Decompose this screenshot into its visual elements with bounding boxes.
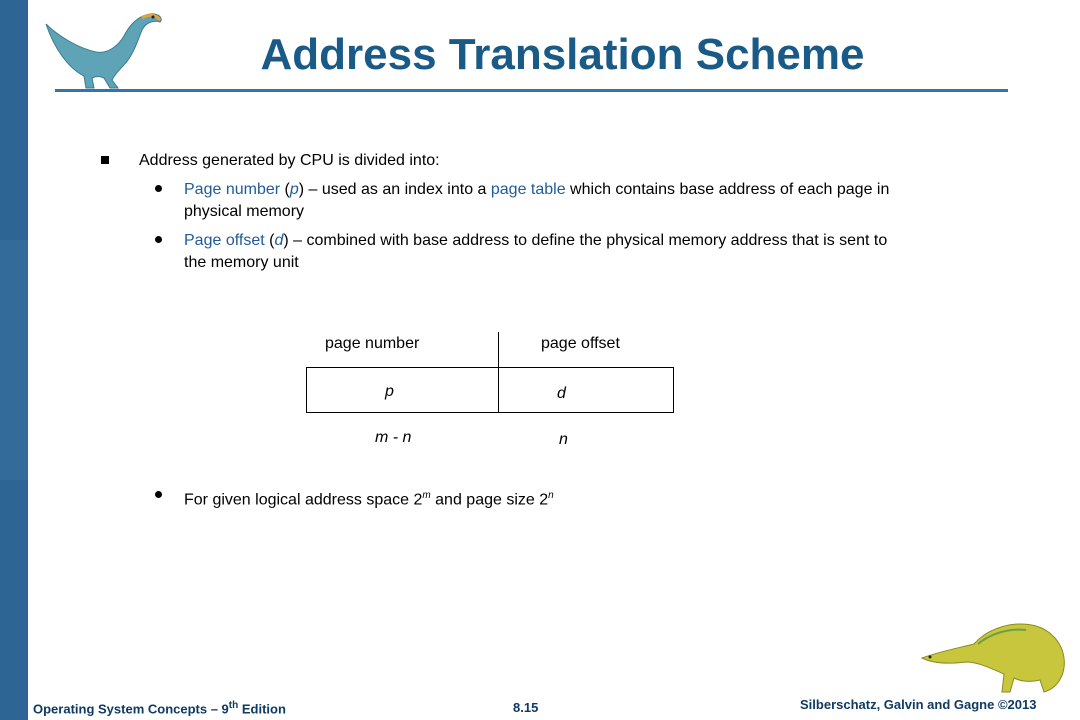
diagram-divider-top <box>498 332 499 367</box>
title-underline <box>55 89 1008 92</box>
sub-bullet-text: and page size 2 <box>430 491 549 509</box>
footer-page-number: 8.15 <box>513 700 539 715</box>
sub-bullet-address-space <box>184 485 554 511</box>
sub-bullet-text: the memory unit <box>184 254 299 271</box>
footer-text: Operating System Concepts – 9 <box>33 701 229 717</box>
footer-superscript: th <box>228 700 239 711</box>
address-box-divider <box>498 367 499 413</box>
address-box <box>306 367 674 413</box>
term-page-table: page table <box>490 181 566 198</box>
square-bullet-icon <box>101 156 109 164</box>
var-d: d <box>274 232 284 249</box>
var-p: p <box>289 181 299 198</box>
sub-bullet-page-offset <box>184 230 1024 274</box>
dinosaur-footer-icon <box>918 608 1068 698</box>
cell-d: d <box>557 385 566 402</box>
superscript-m: m <box>422 490 431 501</box>
footer-book-title <box>33 700 286 716</box>
round-bullet-icon <box>155 185 162 192</box>
left-sidebar-bar <box>0 0 28 720</box>
term-page-number: Page number <box>184 181 281 198</box>
footer-text: Edition <box>238 701 286 717</box>
paren-open: ( <box>264 232 275 249</box>
sub-bullet-text: which contains base address of each page in <box>565 181 890 198</box>
main-bullet-text: Address generated by CPU is divided into: <box>139 152 440 169</box>
sidebar-segment <box>0 480 28 720</box>
sub-bullet-page-number <box>184 179 1024 223</box>
page-title: Address Translation Scheme <box>260 30 865 79</box>
superscript-n: n <box>548 490 554 501</box>
sub-bullet-text: physical memory <box>184 203 305 220</box>
sub-bullet-text: For given logical address space 2 <box>184 491 423 509</box>
term-page-offset: Page offset <box>184 232 265 249</box>
cell-p: p <box>385 383 394 400</box>
sub-bullet-text: – used as an index into a <box>304 181 491 198</box>
round-bullet-icon <box>155 491 162 498</box>
sub-bullet-text: – combined with base address to define the physical memory address that is sent to <box>288 232 888 249</box>
round-bullet-icon <box>155 236 162 243</box>
sidebar-segment <box>0 240 28 480</box>
paren-close: ) <box>298 181 305 198</box>
size-m-minus-n: m - n <box>375 429 412 446</box>
label-page-number: page number <box>325 335 420 352</box>
footer-authors: Silberschatz, Galvin and Gagne ©2013 <box>800 697 1037 712</box>
label-page-offset: page offset <box>541 335 620 352</box>
size-n: n <box>559 431 568 448</box>
paren-close: ) <box>283 232 289 249</box>
paren-open: ( <box>280 181 290 198</box>
